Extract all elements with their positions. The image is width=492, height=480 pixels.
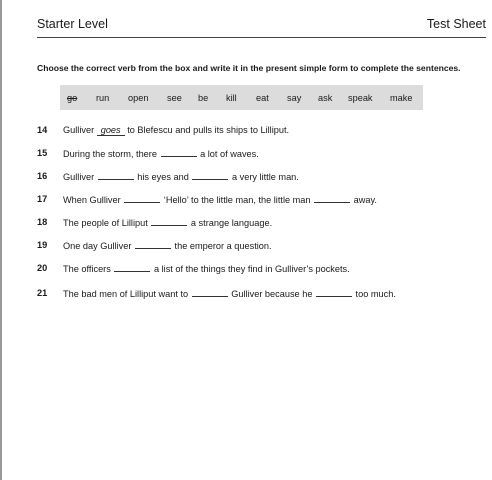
word-box-item: ask bbox=[318, 93, 333, 103]
question-text-part: a lot of waves. bbox=[197, 149, 259, 159]
word-box-item: make bbox=[390, 93, 413, 103]
question-text-part: When Gulliver bbox=[63, 195, 124, 205]
question-text-part: the emperor a question. bbox=[171, 241, 272, 251]
answer-blank[interactable] bbox=[192, 288, 228, 297]
question-number: 15 bbox=[37, 148, 48, 158]
question-text-part: a list of the things they find in Gulliver’s pockets. bbox=[151, 264, 350, 274]
question-number: 19 bbox=[37, 240, 48, 250]
answer-blank[interactable] bbox=[161, 148, 197, 157]
question-text-part: a strange language. bbox=[188, 218, 273, 228]
level-label: Starter Level bbox=[37, 17, 108, 31]
word-box-item: eat bbox=[256, 93, 269, 103]
instruction-text: Choose the correct verb from the box and write it in the present simple form to complete the sentences. bbox=[37, 63, 461, 73]
example-answer: goes bbox=[97, 126, 125, 136]
question-text-part: Gulliver because he bbox=[228, 289, 315, 299]
question-text bbox=[63, 288, 396, 299]
word-box-item: see bbox=[167, 93, 182, 103]
header-divider bbox=[37, 37, 486, 38]
question-number: 17 bbox=[37, 194, 48, 204]
word-box bbox=[60, 85, 423, 110]
question-text-part: his eyes and bbox=[134, 172, 192, 182]
answer-blank[interactable] bbox=[314, 194, 350, 203]
word-box-item: be bbox=[198, 93, 209, 103]
question-number: 20 bbox=[37, 263, 48, 273]
question-text-part: Gulliver bbox=[63, 125, 97, 135]
page-left-edge bbox=[0, 0, 2, 480]
word-box-item: open bbox=[128, 93, 149, 103]
question-number: 21 bbox=[37, 288, 48, 298]
question-text-part: The officers bbox=[63, 264, 114, 274]
question-number: 14 bbox=[37, 125, 48, 135]
question-text bbox=[63, 125, 289, 136]
answer-blank[interactable] bbox=[124, 194, 160, 203]
question-text-part: During the storm, there bbox=[63, 149, 160, 159]
page-header bbox=[37, 17, 486, 35]
question-text bbox=[63, 194, 377, 205]
answer-blank[interactable] bbox=[135, 240, 171, 249]
question-text-part: ‘Hello’ to the little man, the little man bbox=[161, 195, 314, 205]
question-number: 16 bbox=[37, 171, 48, 181]
question-text bbox=[63, 171, 299, 182]
question-text-part: a very little man. bbox=[229, 172, 299, 182]
question-text-part: One day Gulliver bbox=[63, 241, 134, 251]
answer-blank[interactable] bbox=[114, 263, 150, 272]
answer-blank[interactable] bbox=[98, 171, 134, 180]
word-box-item: say bbox=[287, 93, 302, 103]
question-text bbox=[63, 217, 272, 228]
question-text bbox=[63, 148, 259, 159]
question-text-part: to Blefescu and pulls its ships to Lilliput. bbox=[124, 125, 290, 135]
question-text-part: too much. bbox=[353, 289, 396, 299]
question-text-part: The bad men of Lilliput want to bbox=[63, 289, 191, 299]
question-text-part: away. bbox=[351, 195, 377, 205]
question-text-part: The people of Lilliput bbox=[63, 218, 151, 228]
answer-blank[interactable] bbox=[316, 288, 352, 297]
word-box-item: kill bbox=[226, 93, 237, 103]
question-text bbox=[63, 263, 350, 274]
question-number: 18 bbox=[37, 217, 48, 227]
question-text bbox=[63, 240, 272, 251]
sheet-label: Test Sheet bbox=[426, 17, 486, 31]
word-box-item: run bbox=[96, 93, 110, 103]
word-box-item: speak bbox=[348, 93, 373, 103]
word-box-item: go bbox=[67, 93, 78, 103]
question-text-part: Gulliver bbox=[63, 172, 97, 182]
answer-blank[interactable] bbox=[192, 171, 228, 180]
answer-blank[interactable] bbox=[151, 217, 187, 226]
